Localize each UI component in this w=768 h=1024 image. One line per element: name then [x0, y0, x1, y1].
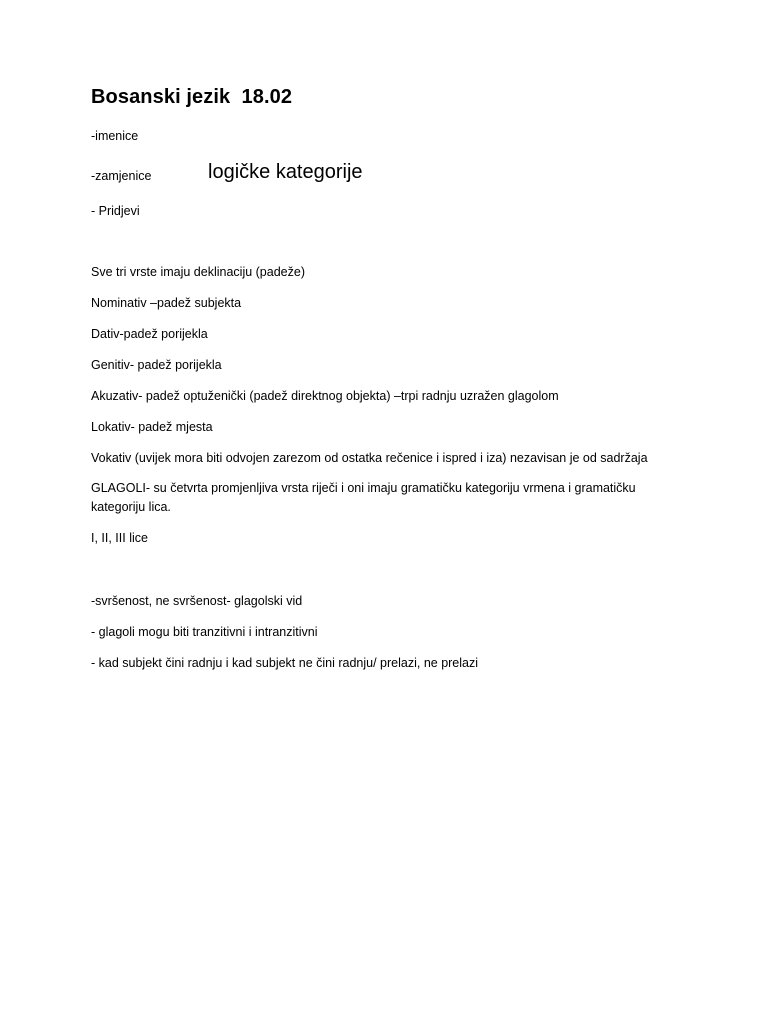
- paragraph-lokativ: Lokativ- padež mjesta: [91, 420, 213, 434]
- paragraph-deklinacija: Sve tri vrste imaju deklinaciju (padeže): [91, 265, 305, 279]
- paragraph-vokativ: Vokativ (uvijek mora biti odvojen zarezom od ostatka rečenice i ispred i iza) nezavisan je od sadržaja: [91, 451, 648, 465]
- paragraph-glagoli: GLAGOLI- su četvrta promjenljiva vrsta riječi i oni imaju gramatičku kategoriju vrmena i gramatičku kategoriju lica.: [91, 481, 636, 514]
- paragraph-genitiv: Genitiv- padež porijekla: [91, 358, 222, 372]
- verb-note-prelazi: - kad subjekt čini radnju i kad subjekt ne čini radnju/ prelazi, ne prelazi: [91, 656, 479, 670]
- verb-note-tranzitivni: - glagoli mogu biti tranzitivni i intranzitivni: [91, 625, 318, 639]
- paragraph-nominativ: Nominativ –padež subjekta: [91, 296, 242, 310]
- paragraph-lica: I, II, III lice: [91, 531, 148, 545]
- list-item-pridjevi: - Pridjevi: [91, 204, 140, 218]
- side-note: logičke kategorije: [208, 161, 363, 183]
- paragraph-akuzativ: Akuzativ- padež optuženički (padež direktnog objekta) –trpi radnju uzražen glagolom: [91, 389, 559, 403]
- verb-note-vid: -svršenost, ne svršenost- glagolski vid: [91, 594, 303, 608]
- list-item-imenice: -imenice: [91, 129, 139, 143]
- document-title: Bosanski jezik 18.02: [91, 86, 293, 108]
- list-item-zamjenice: -zamjenice: [91, 169, 152, 183]
- paragraph-dativ: Dativ-padež porijekla: [91, 327, 208, 341]
